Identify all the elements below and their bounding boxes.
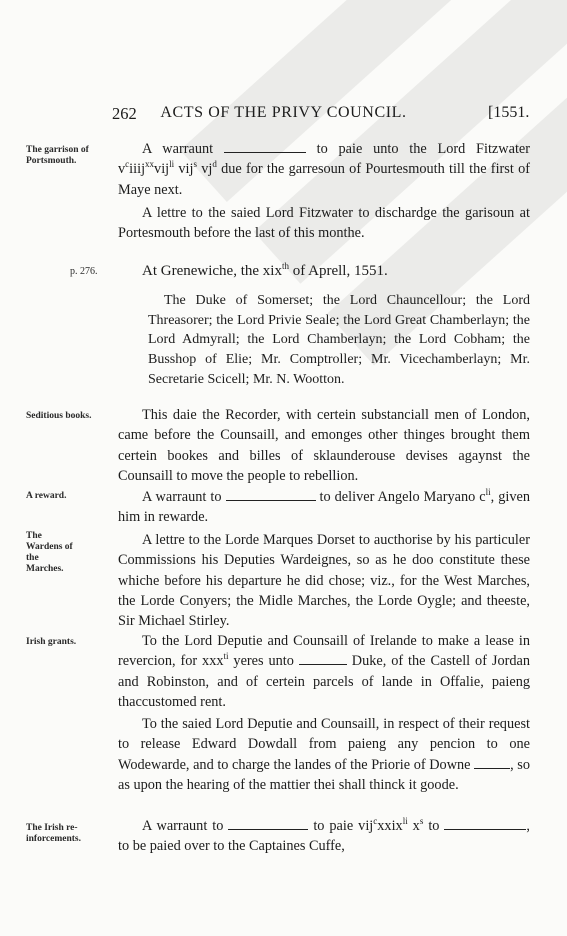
text-run: vj [197, 161, 213, 178]
text-run: To the Lord Deputie and Counsaill of Irelande to make a lease in revercion, for xxx [118, 633, 530, 670]
text-run: A warraunt to [142, 489, 222, 505]
superscript: th [281, 261, 289, 271]
text-run: to deliver Angelo Maryano c [319, 489, 486, 505]
text-run: vij [174, 161, 194, 178]
margin-note-page-ref: p. 276. [70, 266, 98, 277]
text-run: A warraunt [142, 141, 214, 157]
superscript: xx [145, 159, 155, 170]
blank-line [224, 143, 306, 153]
text-run: to [423, 818, 440, 834]
superscript: li [402, 816, 408, 827]
margin-note-seditious: Seditious books. [26, 411, 92, 421]
text-run: iiij [129, 161, 146, 178]
text-run: At Grenewiche, the xix [142, 263, 282, 279]
margin-note-garrison: The garrison of Portsmouth. [26, 145, 89, 166]
paragraph-letter-fitzwater: A lettre to the saied Lord Fitzwater to dischardge the garisoun at Portesmouth before the last of this monthe. [118, 205, 530, 242]
superscript: c [125, 159, 130, 170]
year-label: [1551. [488, 104, 530, 121]
blank-line [299, 655, 347, 665]
superscript: ti [223, 651, 229, 662]
text-run: xxix [377, 818, 403, 834]
text-run: , to be paied over to the Captaines Cuffe, [118, 818, 530, 855]
superscript: li [169, 159, 175, 170]
paragraph-irish-reinforcements [118, 816, 530, 857]
text-run: yeres unto [228, 653, 294, 670]
text-run: A warraunt to [142, 818, 224, 834]
margin-note-irish-reinforcements: The Irish re-inforcements. [26, 823, 81, 844]
margin-note-wardens: The Wardens of the Marches. [26, 531, 73, 574]
text-run: vij [154, 161, 170, 178]
text-run: , so as upon the hearing of the mattier thei shall thinck it goode. [118, 756, 530, 793]
superscript: s [193, 159, 197, 170]
text-run: to paie unto the Lord Fitzwater v [118, 141, 531, 178]
paragraph-reward [118, 487, 530, 528]
text-run: x [407, 818, 420, 834]
attendance-list: The Duke of Somerset; the Lord Chauncellour; the Lord Threasorer; the Lord Privie Seale; the Lord Great Chamberlayn; the Lord Admyrall; the Lord Chamberlayn; the Lord Cobham; the Busshop of Elie; Mr. Comptroller; Mr. Vicechamberlayn; Mr. Secretarie Scicell; Mr. N. Wootton. [148, 293, 530, 387]
meeting-heading [118, 261, 530, 281]
paragraph-wardens: A lettre to the Lorde Marques Dorset to aucthorise by his particuler Commissions his Deputies Wardeignes, so as he doo constitute these whiche before his departure he did chose; viz., for the West Marches, the Lorde Conyers; the Midle Marches, the Lorde Oygle; and theeste, Sir Michael Stirley. [118, 532, 530, 630]
text-run: of Aprell, 1551. [288, 263, 388, 279]
blank-line [444, 820, 526, 830]
text-run: To the saied Lord Deputie and Counsaill, in respect of their request to release Edward Dowdall from paieng any pencion to one Wodewarde, and to charge the landes of the Priorie of Downe [118, 716, 530, 773]
margin-note-irish-grants: Irish grants. [26, 637, 77, 647]
blank-line [226, 491, 316, 501]
text-run: to paie vij [313, 818, 374, 834]
superscript: d [212, 159, 217, 170]
superscript: c [373, 816, 378, 827]
paragraph-dowdall [118, 714, 530, 795]
page-number: 262 [112, 104, 137, 123]
paragraph-warrant-fitzwater [118, 139, 530, 200]
paragraph-seditious-books: This daie the Recorder, with certein substanciall men of London, came before the Counsaill, and emonges other thinges brought them certein bookes and billes of sklaunderouse devises agaynst the Counsaill to move the people to rebellion. [118, 407, 530, 484]
text-run: , given him in rewarde. [118, 489, 530, 526]
text-run: Duke, of the Castell of Jordan and Robinston, and of certein parcels of lande in Offalie, paieng thaccustomed rent. [118, 653, 530, 710]
superscript: li [485, 487, 491, 498]
superscript: s [419, 816, 424, 827]
paragraph-irish-grant-lease [118, 631, 530, 712]
text-run: due for the garresoun of Pourtesmouth till the first of Maye next. [118, 161, 530, 198]
blank-line [228, 820, 308, 830]
page-header [0, 104, 567, 128]
blank-line [474, 759, 510, 769]
running-title: ACTS OF THE PRIVY COUNCIL. [160, 104, 407, 121]
margin-note-reward: A reward. [26, 491, 67, 501]
